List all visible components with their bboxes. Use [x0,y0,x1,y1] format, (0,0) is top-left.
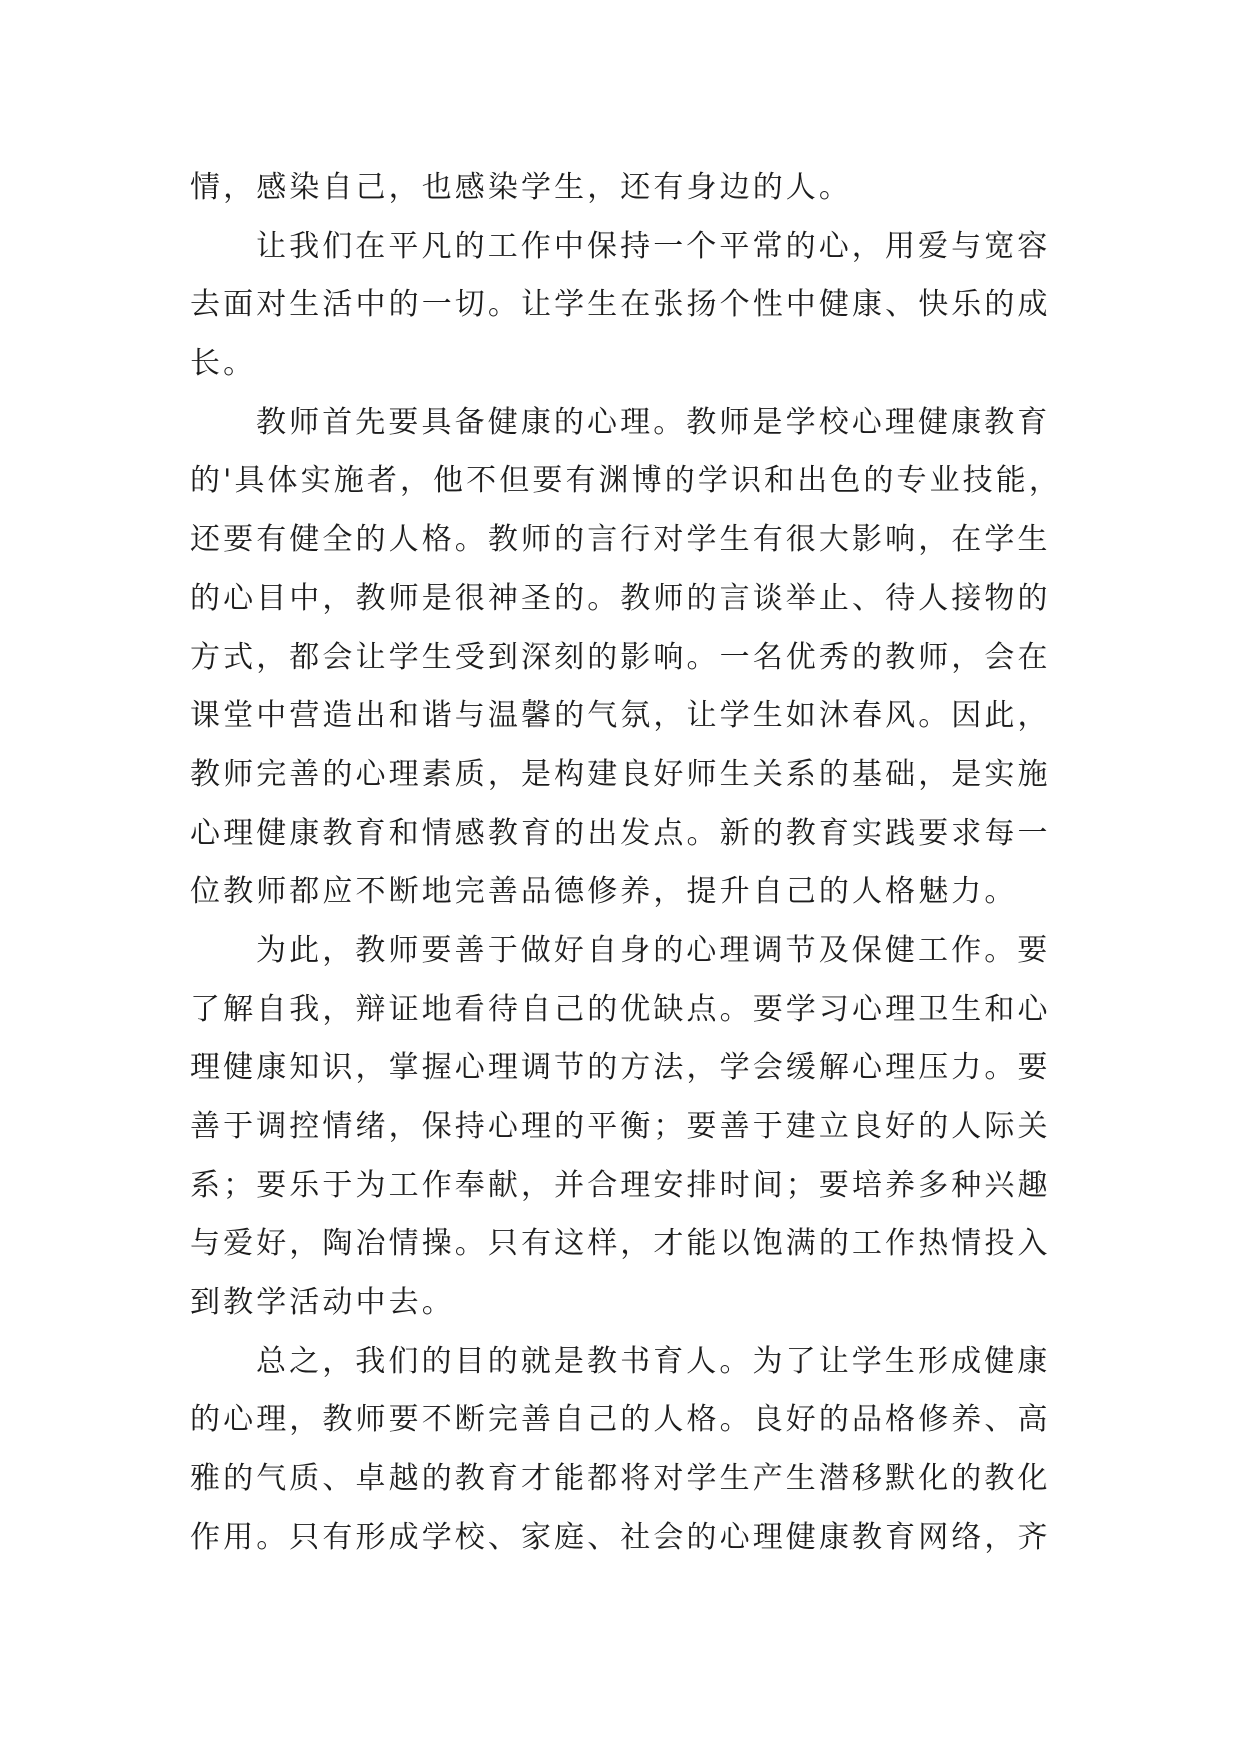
text-line: 雅的气质、卓越的教育才能都将对学生产生潜移默化的教化 [190,1461,1051,1497]
text-line: 还要有健全的人格。教师的言行对学生有很大影响，在学生 [190,522,1051,558]
text-line: 作用。只有形成学校、家庭、社会的心理健康教育网络，齐 [190,1519,1051,1555]
text-line: 课堂中营造出和谐与温馨的气氛，让学生如沐春风。因此， [190,698,1051,734]
text-line: 理健康知识，掌握心理调节的方法，学会缓解心理压力。要 [190,1050,1051,1086]
text-line: 长。 [190,346,257,382]
paragraph [190,394,1090,922]
text-line: 位教师都应不断地完善品德修养，提升自己的人格魅力。 [190,874,1018,910]
text-line: 与爱好，陶冶情操。只有这样，才能以饱满的工作热情投入 [190,1226,1051,1262]
paragraph [190,922,1090,1333]
text-line: 善于调控情绪，保持心理的平衡；要善于建立良好的人际关 [190,1109,1051,1144]
text-line: 的心目中，教师是很神圣的。教师的言谈举止、待人接物的 [190,580,1051,616]
paragraph [190,218,1090,394]
document-body [190,159,1090,1568]
text-line: 的心理，教师要不断完善自己的人格。良好的品格修养、高 [190,1402,1051,1438]
text-line: 教师首先要具备健康的心理。教师是学校心理健康教育 [256,404,1051,440]
text-line: 到教学活动中去。 [190,1285,455,1321]
text-line: 方式，都会让学生受到深刻的影响。一名优秀的教师，会在 [190,639,1051,675]
text-line: 心理健康教育和情感教育的出发点。新的教育实践要求每一 [190,815,1051,851]
text-line: 让我们在平凡的工作中保持一个平常的心，用爱与宽容 [256,228,1051,264]
text-line: 的'具体实施者，他不但要有渊博的学识和出色的专业技能， [190,463,1062,499]
text-line: 情，感染自己，也感染学生，还有身边的人。 [190,170,852,205]
text-line: 总之，我们的目的就是教书育人。为了让学生形成健康 [256,1343,1051,1379]
paragraph-continuation [190,159,1090,218]
text-line: 为此，教师要善于做好自身的心理调节及保健工作。要 [256,932,1051,968]
text-line: 教师完善的心理素质，是构建良好师生关系的基础，是实施 [190,756,1051,792]
text-line: 去面对生活中的一切。让学生在张扬个性中健康、快乐的成 [190,287,1051,323]
paragraph [190,1333,1090,1568]
text-line: 了解自我，辩证地看待自己的优缺点。要学习心理卫生和心 [190,991,1051,1027]
text-line: 系；要乐于为工作奉献，并合理安排时间；要培养多种兴趣 [190,1167,1051,1203]
